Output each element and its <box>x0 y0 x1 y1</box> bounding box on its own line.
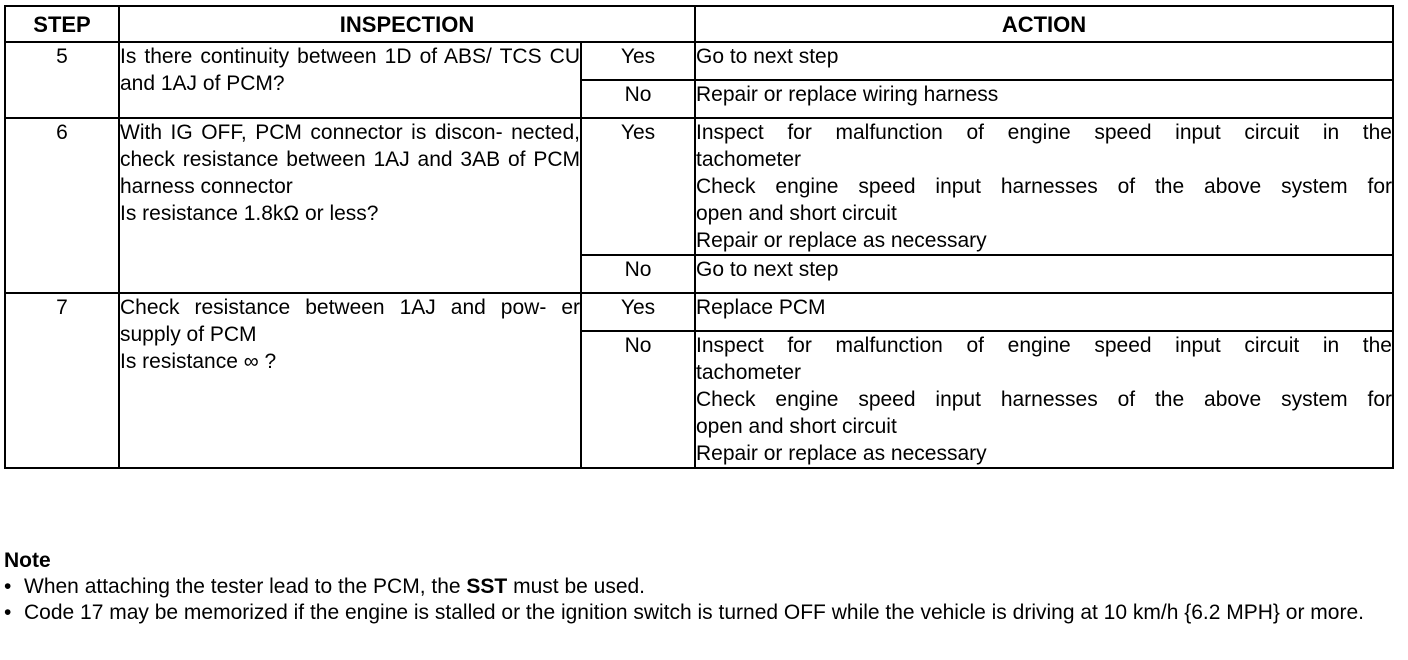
note-title: Note <box>4 549 51 572</box>
action-line: Repair or replace as necessary <box>696 229 987 252</box>
inspection-text: With IG OFF, PCM connector is discon- nected, check resistance between 1AJ and 3AB of PCM harness connector <box>120 121 580 198</box>
note-text: must be used. <box>507 575 646 598</box>
inspection-text: Check resistance between 1AJ and pow- er supply of PCM <box>120 296 580 346</box>
no-label: No <box>581 331 695 468</box>
no-action <box>695 255 1393 293</box>
note-bullet-text: Code 17 may be memorized if the engine is stalled or the ignition switch is turned OFF while the vehicle is driving at 10 km/h {6.2 MPH} or more. <box>24 601 1364 624</box>
inspection-question: Is resistance 1.8kΩ or less? <box>120 202 379 225</box>
table-row <box>5 293 1393 331</box>
inspection-question: Is resistance ∞ ? <box>120 350 277 373</box>
yes-action <box>695 293 1393 331</box>
no-action <box>695 80 1393 118</box>
action-line: open and short circuit <box>696 202 897 225</box>
action-line: Check engine speed input harnesses of the above system for <box>696 175 1392 198</box>
header-action: ACTION <box>695 6 1393 42</box>
yes-label: Yes <box>581 293 695 331</box>
action-line: Go to next step <box>696 45 839 68</box>
action-line: Check engine speed input harnesses of the above system for <box>696 388 1392 411</box>
action-line: open and short circuit <box>696 415 897 438</box>
note-bullet <box>4 574 1404 600</box>
action-line: Repair or replace wiring harness <box>696 83 999 106</box>
yes-action <box>695 42 1393 80</box>
yes-label: Yes <box>581 42 695 80</box>
inspection-cell <box>119 293 581 468</box>
action-line: Inspect for malfunction of engine speed input circuit in the <box>696 121 1392 144</box>
action-line: tachometer <box>696 148 802 171</box>
header-step: STEP <box>5 6 119 42</box>
troubleshooting-table-container <box>4 5 1392 469</box>
action-line: Inspect for malfunction of engine speed input circuit in the <box>696 334 1392 357</box>
table-row <box>5 118 1393 255</box>
note-text: When attaching the tester lead to the PCM, the <box>24 575 467 598</box>
yes-label: Yes <box>581 118 695 255</box>
bullet-icon: • <box>4 575 12 598</box>
action-line: tachometer <box>696 361 802 384</box>
no-action <box>695 331 1393 468</box>
inspection-cell <box>119 118 581 293</box>
note-section <box>4 548 1404 626</box>
step-number: 5 <box>5 42 119 118</box>
no-label: No <box>581 80 695 118</box>
step-number: 7 <box>5 293 119 468</box>
action-line: Repair or replace as necessary <box>696 442 987 465</box>
table-row <box>5 42 1393 80</box>
note-bullet <box>4 600 1404 626</box>
no-label: No <box>581 255 695 293</box>
note-sst-bold: SST <box>466 575 508 598</box>
bullet-icon: • <box>4 601 12 624</box>
troubleshooting-table <box>4 5 1394 469</box>
inspection-text: Is there continuity between 1D of ABS/ TCS CU and 1AJ of PCM? <box>119 42 581 118</box>
action-line: Replace PCM <box>696 296 826 319</box>
header-inspection: INSPECTION <box>119 6 695 42</box>
step-number: 6 <box>5 118 119 293</box>
note-bullet-text <box>24 574 1404 600</box>
yes-action <box>695 118 1393 255</box>
table-header-row <box>5 6 1393 42</box>
action-line: Go to next step <box>696 258 839 281</box>
